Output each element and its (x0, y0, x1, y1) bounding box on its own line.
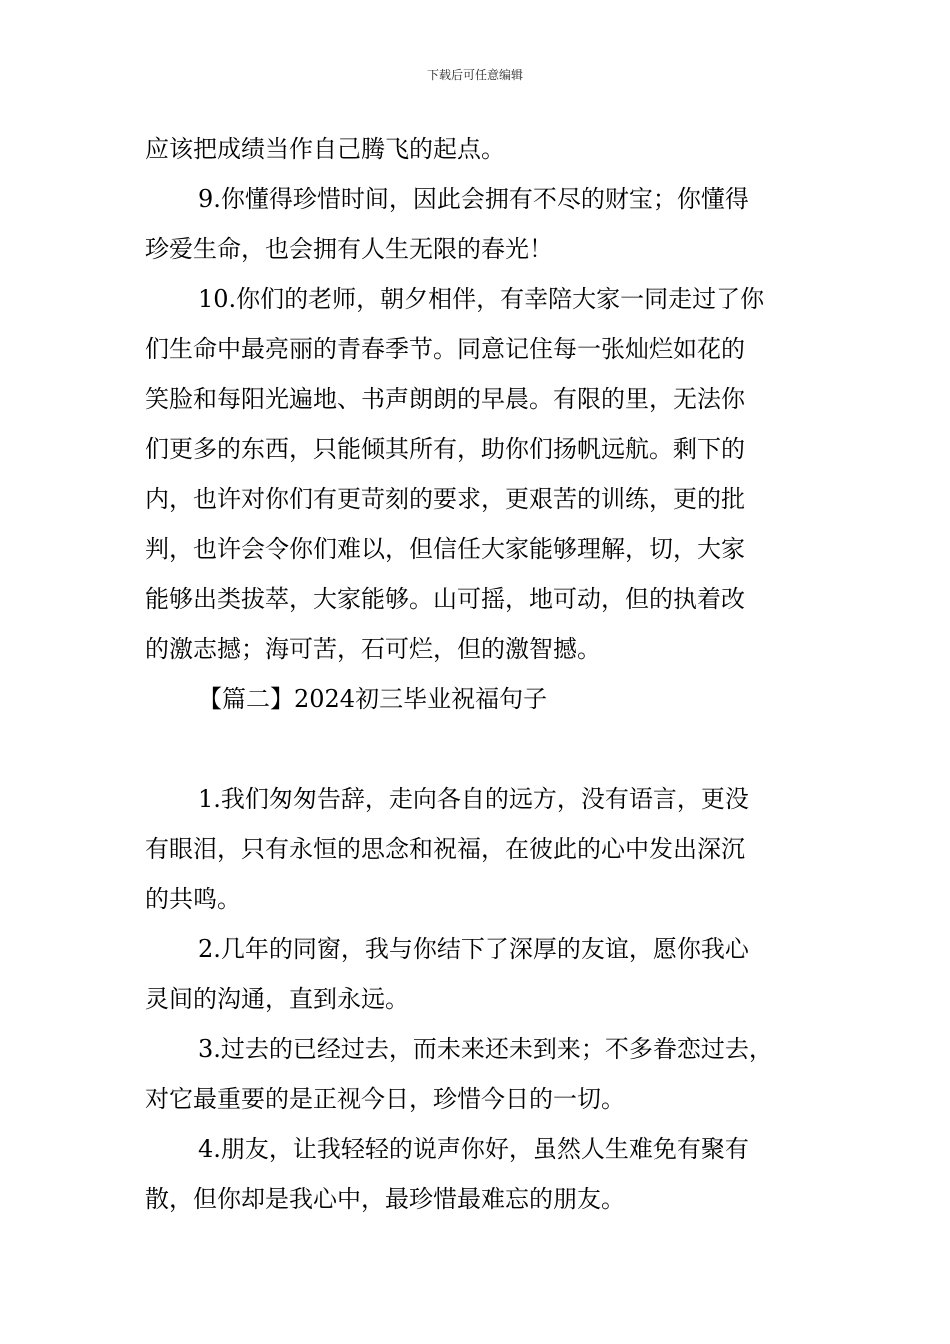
blank-line (145, 724, 809, 774)
item-9-line-2: 珍爱生命，也会拥有人生无限的春光！ (145, 235, 553, 263)
item-2-line-2: 灵间的沟通，直到永远。 (145, 985, 409, 1013)
document-body (145, 124, 809, 1224)
section-heading: 【篇二】2024初三毕业祝福句子 (198, 685, 548, 713)
item-1-line-1: 1.我们匆匆告辞，走向各自的远方，没有语言，更没 (198, 785, 749, 813)
item-10-line-1: 10.你们的老师，朝夕相伴，有幸陪大家一同走过了你 (198, 285, 765, 313)
item-4-line-1: 4.朋友，让我轻轻的说声你好，虽然人生难免有聚有 (198, 1135, 749, 1163)
header-note: 下载后可任意编辑 (426, 68, 523, 82)
item-10-line-6: 判，也许会令你们难以，但信任大家能够理解，切，大家 (145, 535, 745, 563)
item-3-line-2: 对它最重要的是正视今日，珍惜今日的一切。 (145, 1085, 625, 1113)
item-3-line-1: 3.过去的已经过去，而未来还未到来；不多眷恋过去， (198, 1035, 773, 1063)
item-10-line-3: 笑脸和每阳光遍地、书声朗朗的早晨。有限的里，无法你 (145, 385, 745, 413)
item-10-line-2: 们生命中最亮丽的青春季节。同意记住每一张灿烂如花的 (145, 335, 745, 363)
item-10-line-4: 们更多的东西，只能倾其所有，助你们扬帆远航。剩下的 (145, 435, 745, 463)
item-10-line-7: 能够出类拔萃，大家能够。山可摇，地可动，但的执着改 (145, 585, 745, 613)
item-4-line-2: 散，但你却是我心中，最珍惜最难忘的朋友。 (145, 1185, 625, 1213)
item-10-line-5: 内，也许对你们有更苛刻的要求，更艰苦的训练，更的批 (145, 485, 745, 513)
text-line: 应该把成绩当作自己腾飞的起点。 (145, 135, 505, 163)
item-9-line-1: 9.你懂得珍惜时间，因此会拥有不尽的财宝；你懂得 (198, 185, 749, 213)
item-2-line-1: 2.几年的同窗，我与你结下了深厚的友谊，愿你我心 (198, 935, 749, 963)
item-10-line-8: 的激志撼；海可苦，石可烂，但的激智撼。 (145, 635, 601, 663)
item-1-line-3: 的共鸣。 (145, 885, 241, 913)
item-1-line-2: 有眼泪，只有永恒的思念和祝福，在彼此的心中发出深沉 (145, 835, 745, 863)
